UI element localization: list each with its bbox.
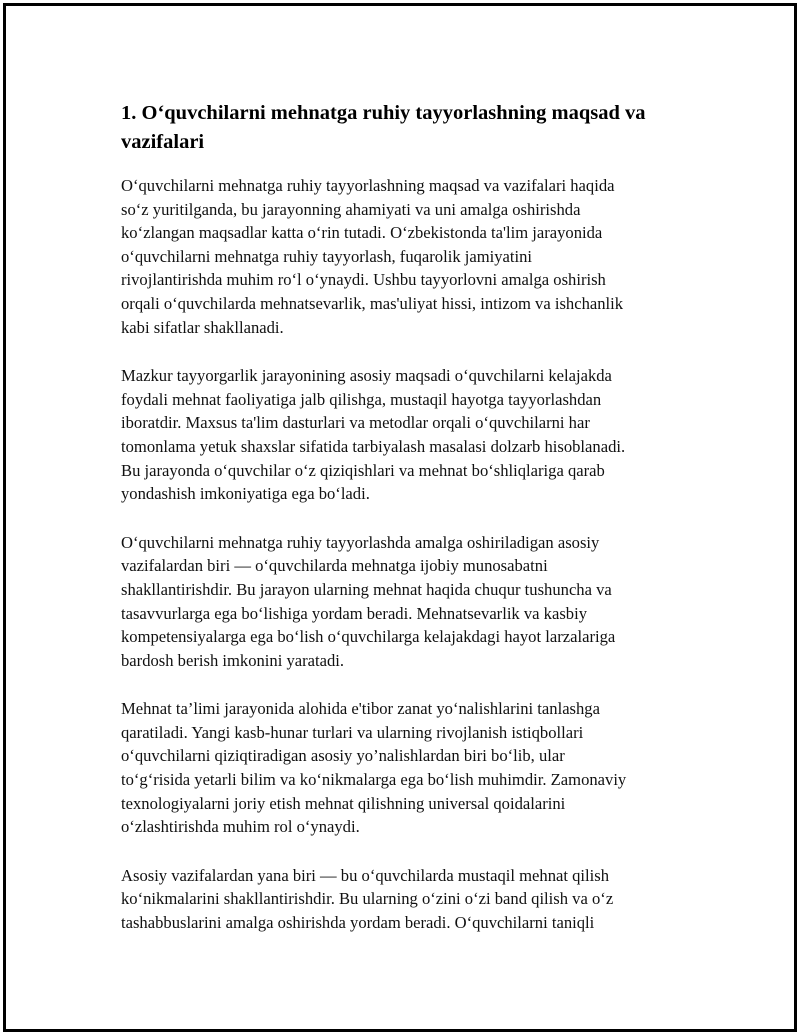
section-title: 1. O‘quvchilarni mehnatga ruhiy tayyorlashning maqsad va vazifalari: [121, 102, 646, 153]
page-frame: [3, 3, 797, 1032]
paragraph-3: O‘quvchilarni mehnatga ruhiy tayyorlashda amalga oshiriladigan asosiy vazifalardan biri — o‘quvchilarda mehnatga ijobiy munosabatni shakllantirishdir. Bu jarayon ularning mehnat haqida chuqur tushuncha va tasavvurlarga ega bo‘lishiga yordam beradi. Mehnatsevarlik va kasbiy kompetensiyalarga ega bo‘lish o‘quvchilarga kelajakdagi hayot larzalariga bardosh berish imkonini yaratadi.: [121, 532, 616, 670]
paragraph-2: Mazkur tayyorgarlik jarayonining asosiy maqsadi o‘quvchilarni kelajakda foydali mehnat faoliyatiga jalb qilishga, mustaqil hayotga tayyorlashdan iboratdir. Maxsus ta'lim dasturlari va metodlar orqali o‘quvchilarni har tomonlama yetuk shaxslar sifatida tarbiyalash masalasi dolzarb hisoblanadi. Bu jarayonda o‘quvchilar o‘z qiziqishlari va mehnat bo‘shliqlariga qarab yondashish imkoniyatiga ega bo‘ladi.: [121, 366, 626, 504]
document-body: [121, 99, 686, 960]
paragraph-1: O‘quvchilarni mehnatga ruhiy tayyorlashning maqsad va vazifalari haqida so‘z yuritilganda, bu jarayonning ahamiyati va uni amalga oshirishda ko‘zlangan maqsadlar katta o‘rin tutadi. O‘zbekistonda ta'lim jarayonida o‘quvchilarni mehnatga ruhiy tayyorlash, fuqarolik jamiyatini rivojlantirishda muhim ro‘l o‘ynaydi. Ushbu tayyorlovni amalga oshirish orqali o‘quvchilarda mehnatsevarlik, mas'uliyat hissi, intizom va ishchanlik kabi sifatlar shakllanadi.: [121, 176, 624, 337]
paragraph-5: Asosiy vazifalardan yana biri — bu o‘quvchilarda mustaqil mehnat qilish ko‘nikmalarini shakllantirishdir. Bu ularning o‘zini o‘zi band qilish va o‘z tashabbuslarini amalga oshirishda yordam beradi. O‘quvchilarni taniqli: [121, 865, 614, 933]
paragraph-4: Mehnat ta’limi jarayonida alohida e'tibor zanat yo‘nalishlarini tanlashga qaratiladi. Yangi kasb-hunar turlari va ularning rivojlanish istiqbollari o‘quvchilarni qiziqtiradigan asosiy yo’nalishlardan biri bo‘lib, ular to‘g‘risida yetarli bilim va ko‘nikmalarga ega bo‘lish muhimdir. Zamonaviy texnologiyalarni joriy etish mehnat qilishning universal qoidalarini o‘zlashtirishda muhim rol o‘ynaydi.: [121, 699, 627, 837]
